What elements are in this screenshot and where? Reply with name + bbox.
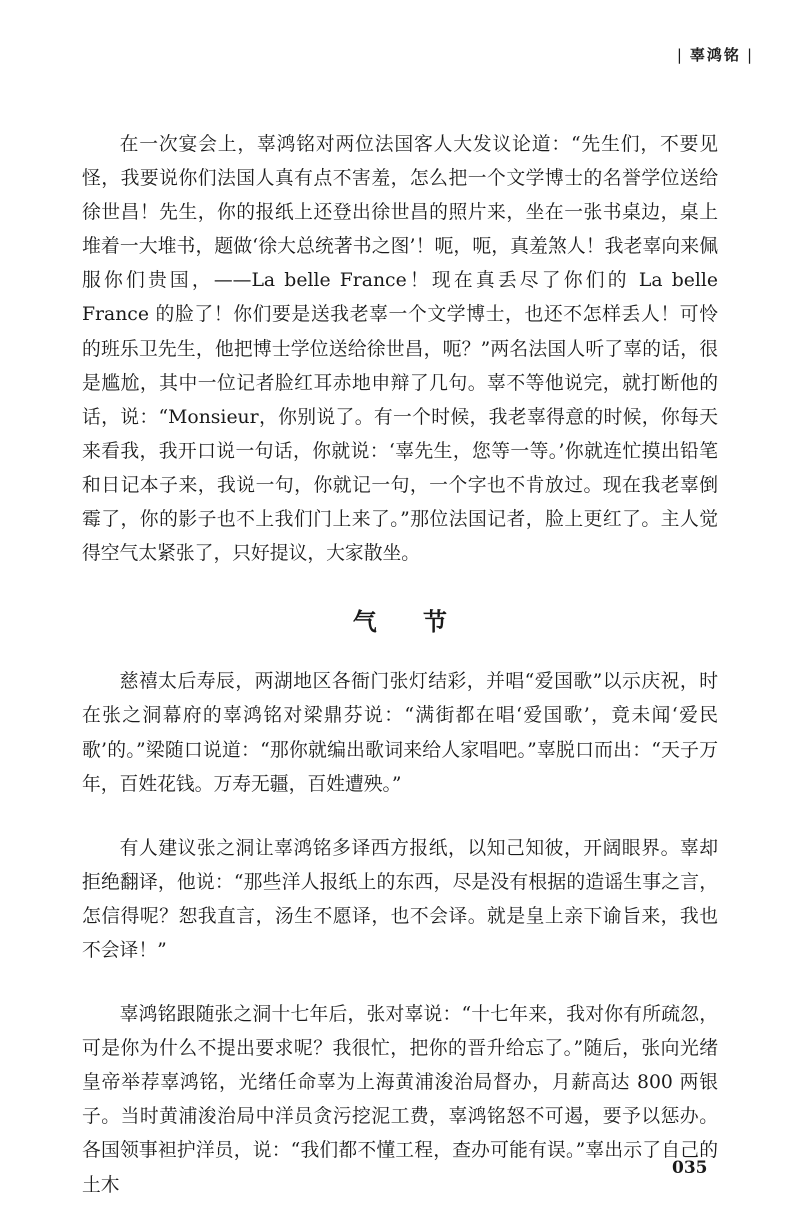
running-header [671, 44, 760, 65]
section-title-char-2: 节 [423, 607, 448, 637]
paragraph-cixi-birthday: 慈禧太后寿辰，两湖地区各衙门张灯结彩，并唱“爱国歌”以示庆祝，时在张之洞幕府的辜鸿铭对梁鼎芬说：“满街都在唱‘爱国歌’，竟未闻‘爱民歌’的。”梁随口说道：“那你就编出歌词来给人家唱吧。”辜脱口而出：“天子万年，百姓花钱。万寿无疆，百姓遭殃。” [82, 671, 718, 795]
paragraph-banquet: 在一次宴会上，辜鸿铭对两位法国客人大发议论道：“先生们，不要见怪，我要说你们法国人真有点不害羞，怎么把一个文学博士的名誉学位送给徐世昌！先生，你的报纸上还登出徐世昌的照片来，坐在一张书桌边，桌上堆着一大堆书，题做‘徐大总统著书之图’！呃，呃，真羞煞人！我老辜向来佩服你们贵国，——La belle France！现在真丢尽了你们的 La belle France 的脸了！你们要是送我老辜一个文学博士，也还不怎样丢人！可怜的班乐卫先生，他把博士学位送给徐世昌，呃？”两名法国人听了辜的话，很是尴尬，其中一位记者脸红耳赤地申辩了几句。辜不等他说完，就打断他的话，说：“Monsieur，你别说了。有一个时候，我老辜得意的时候，你每天来看我，我开口说一句话，你就说：‘辜先生，您等一等。’你就连忙摸出铅笔和日记本子来，我说一句，你就记一句，一个字也不肯放过。现在我老辜倒霉了，你的影子也不上我们门上来了。”那位法国记者，脸上更红了。主人觉得空气太紧张了，只好提议，大家散坐。 [82, 134, 718, 565]
page-body [82, 128, 718, 1203]
section-title-char-1: 气 [352, 607, 377, 637]
paragraph-refuse-translate: 有人建议张之洞让辜鸿铭多译西方报纸，以知己知彼，开阔眼界。辜却拒绝翻译，他说：“那些洋人报纸上的东西，尽是没有根据的造谣生事之言，怎信得呢？恕我直言，汤生不愿译，也不会译。就是皇上亲下谕旨来，我也不会译！” [82, 837, 718, 961]
section-title [82, 605, 718, 639]
header-divider-left: | [676, 46, 684, 64]
header-divider-right: | [746, 46, 754, 64]
page-number: 035 [672, 1158, 708, 1178]
paragraph-promotion: 辜鸿铭跟随张之洞十七年后，张对辜说：“十七年来，我对你有所疏忽，可是你为什么不提出要求呢？我很忙，把你的晋升给忘了。”随后，张向光绪皇帝举荐辜鸿铭，光绪任命辜为上海黄浦浚治局督办，月薪高达 800 两银子。当时黄浦浚治局中洋员贪污挖泥工费，辜鸿铭怒不可遏，要予以惩办。各国领事袒护洋员，说：“我们都不懂工程，查办可能有误。”辜出示了自己的土木 [82, 1004, 718, 1196]
header-title: 辜鸿铭 [689, 46, 741, 64]
